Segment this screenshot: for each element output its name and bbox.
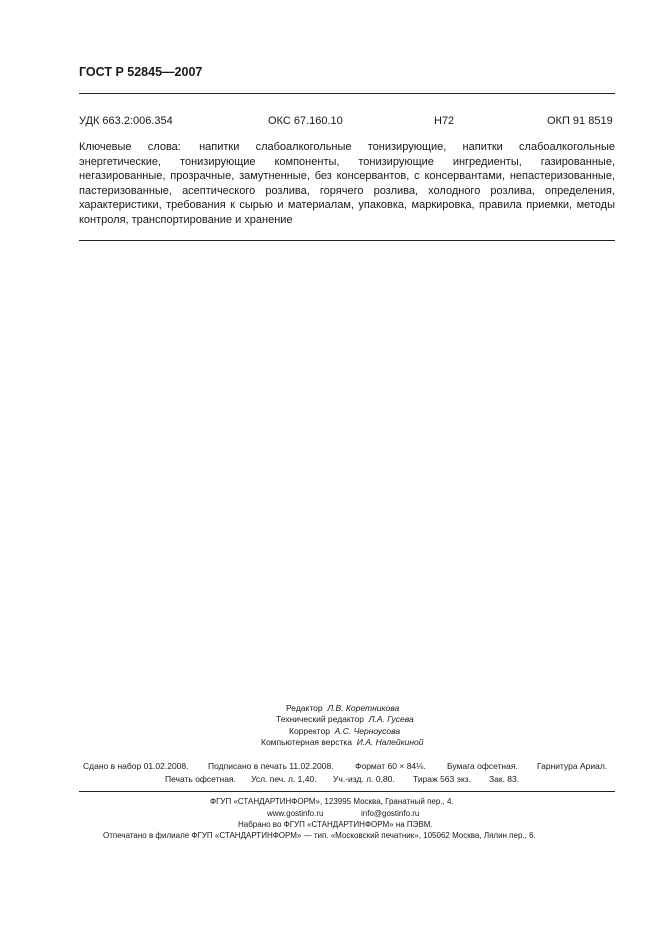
editor-line: Редактор Л.В. Коретникова	[286, 703, 400, 713]
print-sheets: Усл. печ. л. 1,40.	[251, 774, 317, 784]
format: Формат 60 × 84⅛.	[355, 761, 426, 771]
document-code: ГОСТ Р 52845—2007	[79, 65, 203, 79]
typeset-date: Сдано в набор 01.02.2008.	[83, 761, 189, 771]
keywords-paragraph	[79, 140, 615, 228]
header-divider	[79, 93, 615, 94]
okp-code: ОКП 91 8519	[547, 115, 613, 127]
printing-note: Отпечатано в филиале ФГУП «СТАНДАРТИНФОРМ» — тип. «Московский печатник», 105062 Москва, Лялин пер., 6.	[103, 831, 536, 840]
typeface: Гарнитура Ариал.	[537, 761, 608, 771]
publisher-address: ФГУП «СТАНДАРТИНФОРМ», 123995 Москва, Гранатный пер., 4.	[210, 797, 454, 806]
publisher-site[interactable]: www.gostinfo.ru	[267, 809, 324, 818]
publisher-email[interactable]: info@gostinfo.ru	[361, 809, 420, 818]
print-run: Тираж 563 экз.	[413, 774, 472, 784]
layout-name: И.А. Налейкиной	[356, 737, 424, 747]
corrector-line: Корректор А.С. Черноусова	[289, 726, 401, 736]
print-type: Печать офсетная.	[165, 774, 236, 784]
typeset-note: Набрано во ФГУП «СТАНДАРТИНФОРМ» на ПЭВМ.	[238, 820, 433, 829]
keywords-divider	[79, 240, 615, 241]
signed-date: Подписано в печать 11.02.2008.	[208, 761, 334, 771]
paper: Бумага офсетная.	[447, 761, 518, 771]
tech-editor-name: Л.А. Гусева	[368, 714, 414, 724]
group-code: Н72	[434, 115, 455, 127]
editor-name: Л.В. Коретникова	[327, 703, 400, 713]
pub-sheets: Уч.-изд. л. 0,80.	[333, 774, 395, 784]
imprint-divider	[79, 791, 615, 792]
order-number: Зак. 83.	[489, 774, 520, 784]
oks-code: ОКС 67.160.10	[268, 115, 343, 127]
corrector-name: А.С. Черноусова	[334, 726, 401, 736]
tech-editor-line: Технический редактор Л.А. Гусева	[276, 714, 414, 724]
keywords-text: напитки слабоалкогольные тонизирующие, напитки слабоалкогольные энергетические, тонизирующие компоненты, тонизирующие ингредиенты, газированные, негазированные, прозрачные, замутненные, без консервантов, с консервантами, непастеризованные, пастеризованные, асептического розлива, горячего розлива, холодного розлива, определения, характеристики, требования к сырью и материалам, упаковка, маркировка, правила приемки, методы контроля, транспортирование и хранение	[79, 141, 615, 226]
layout-line: Компьютерная верстка И.А. Налейкиной	[261, 737, 424, 747]
keywords-label: Ключевые слова:	[79, 141, 181, 153]
udk-code: УДК 663.2:006.354	[79, 115, 173, 127]
